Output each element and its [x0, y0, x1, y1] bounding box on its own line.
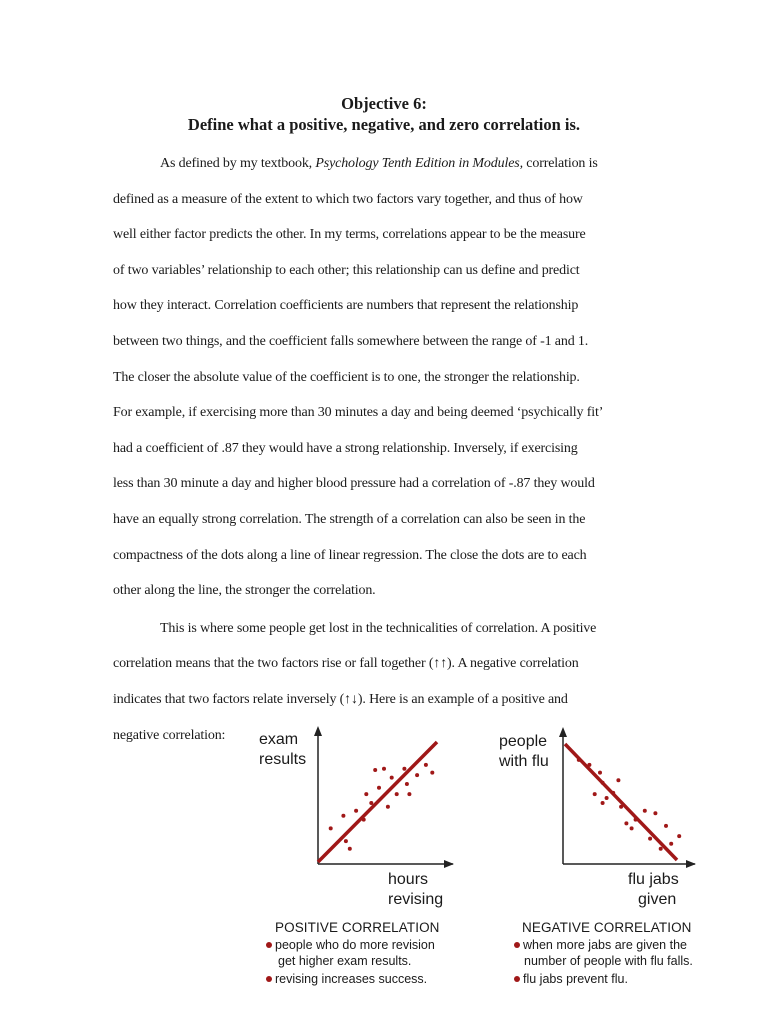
neg-data-point: [653, 811, 657, 815]
bullet-text: flu jabs prevent flu.: [523, 972, 628, 986]
paragraph1-line1: [160, 155, 700, 173]
neg-data-point: [643, 809, 647, 813]
paragraph1-line: have an equally strong correlation. The strength of a correlation can also be seen in the: [113, 512, 586, 527]
pos-data-point: [369, 801, 373, 805]
negative-bullet-2: [514, 971, 628, 987]
paragraph2-line: indicates that two factors relate inversely (↑↓). Here is an example of a positive and: [113, 692, 568, 707]
neg-x-arrow: [686, 860, 696, 868]
neg-xlabel-1: flu jabs: [628, 871, 679, 888]
pos-data-point: [415, 773, 419, 777]
positive-caption-title: POSITIVE CORRELATION: [275, 920, 440, 935]
bullet-dot: [266, 976, 272, 982]
neg-xlabel-2: given: [638, 891, 677, 908]
objective-title: Define what a positive, negative, and zero correlation is.: [187, 115, 581, 134]
neg-data-point: [624, 821, 628, 825]
neg-data-point: [587, 763, 591, 767]
neg-y-arrow: [559, 727, 567, 737]
pos-data-point: [395, 792, 399, 796]
positive-bullet-1: [266, 937, 435, 953]
paragraph2-line: correlation means that the two factors rise or fall together (↑↑). A negative correlation: [113, 656, 579, 671]
paragraph1-line: other along the line, the stronger the correlation.: [113, 583, 376, 599]
neg-ylabel-2: with flu: [499, 753, 549, 770]
pos-data-point: [390, 776, 394, 780]
neg-data-point: [611, 791, 615, 795]
neg-data-point: [659, 847, 663, 851]
paragraph2-line: negative correlation:: [113, 728, 226, 743]
positive-bullet-1-cont: get higher exam results.: [278, 954, 412, 968]
neg-data-point: [664, 824, 668, 828]
pos-data-point: [329, 826, 333, 830]
text-run: correlation is: [522, 156, 598, 171]
pos-trend-line: [318, 742, 437, 862]
pos-data-point: [382, 767, 386, 771]
neg-trend-line: [565, 744, 677, 860]
negative-correlation-chart: [495, 722, 715, 912]
paragraph1-line: had a coefficient of .87 they would have a strong relationship. Inversely, if exercising: [113, 440, 578, 456]
paragraph1-line: less than 30 minute a day and higher blood pressure had a correlation of -.87 they would: [113, 476, 595, 492]
neg-data-point: [601, 801, 605, 805]
pos-data-point: [386, 805, 390, 809]
neg-data-point: [648, 837, 652, 841]
neg-data-point: [601, 781, 605, 785]
pos-y-arrow: [314, 726, 322, 736]
neg-data-point: [616, 778, 620, 782]
neg-data-point: [677, 834, 681, 838]
objective-heading: Objective 6:: [341, 94, 427, 113]
pos-data-point: [424, 763, 428, 767]
pos-data-point: [362, 818, 366, 822]
paragraph1-line: defined as a measure of the extent to which two factors vary together, and thus of how: [113, 191, 583, 207]
pos-data-point: [354, 809, 358, 813]
neg-data-point: [593, 792, 597, 796]
pos-data-point: [364, 792, 368, 796]
pos-data-point: [341, 814, 345, 818]
paragraph1-line: For example, if exercising more than 30 minutes a day and being deemed ‘psychically fit’: [113, 405, 604, 421]
pos-xlabel-2: revising: [388, 891, 444, 908]
neg-data-point: [634, 818, 638, 822]
pos-data-point: [348, 847, 352, 851]
paragraph1-line: well either factor predicts the other. In my terms, correlations appear to be the measure: [113, 227, 586, 243]
bullet-dot: [266, 942, 272, 948]
paragraph1-line: The closer the absolute value of the coefficient is to one, the stronger the relationship.: [113, 369, 580, 385]
neg-data-point: [598, 771, 602, 775]
pos-x-arrow: [444, 860, 454, 868]
pos-xlabel-1: hours: [388, 871, 429, 888]
paragraph2-line: This is where some people get lost in the technicalities of correlation. A positive: [160, 621, 597, 636]
bullet-dot: [514, 976, 520, 982]
neg-data-point: [619, 805, 623, 809]
textbook-title: Psychology Tenth Edition in Modules,: [315, 156, 523, 171]
pos-data-point: [407, 792, 411, 796]
paragraph1-line: compactness of the dots along a line of linear regression. The close the dots are to each: [113, 547, 587, 563]
paragraph1-line: between two things, and the coefficient falls somewhere between the range of -1 and 1.: [113, 334, 589, 349]
pos-data-point: [402, 767, 406, 771]
pos-data-point: [344, 839, 348, 843]
pos-ylabel-1: exam: [259, 731, 299, 748]
text-run: As defined by my textbook,: [160, 156, 316, 171]
paragraph1-line: of two variables’ relationship to each other; this relationship can us define and predict: [113, 262, 580, 278]
pos-ylabel-2: results: [259, 751, 307, 768]
paragraph1-line: how they interact. Correlation coefficients are numbers that represent the relationship: [113, 298, 579, 314]
pos-data-point: [377, 786, 381, 790]
bullet-text: when more jabs are given the: [523, 938, 687, 952]
pos-data-point: [405, 782, 409, 786]
neg-data-point: [605, 796, 609, 800]
positive-correlation-chart: [255, 722, 455, 912]
pos-data-point: [430, 771, 434, 775]
neg-data-point: [630, 826, 634, 830]
negative-bullet-1: [514, 937, 687, 953]
bullet-text: people who do more revision: [275, 938, 435, 952]
bullet-dot: [514, 942, 520, 948]
neg-data-point: [669, 842, 673, 846]
neg-data-point: [577, 758, 581, 762]
negative-bullet-1-cont: number of people with flu falls.: [524, 954, 693, 968]
bullet-text: revising increases success.: [275, 972, 428, 986]
positive-bullet-2: [266, 971, 427, 987]
neg-ylabel-1: people: [499, 733, 548, 750]
negative-caption-title: NEGATIVE CORRELATION: [522, 920, 692, 935]
pos-data-point: [373, 768, 377, 772]
